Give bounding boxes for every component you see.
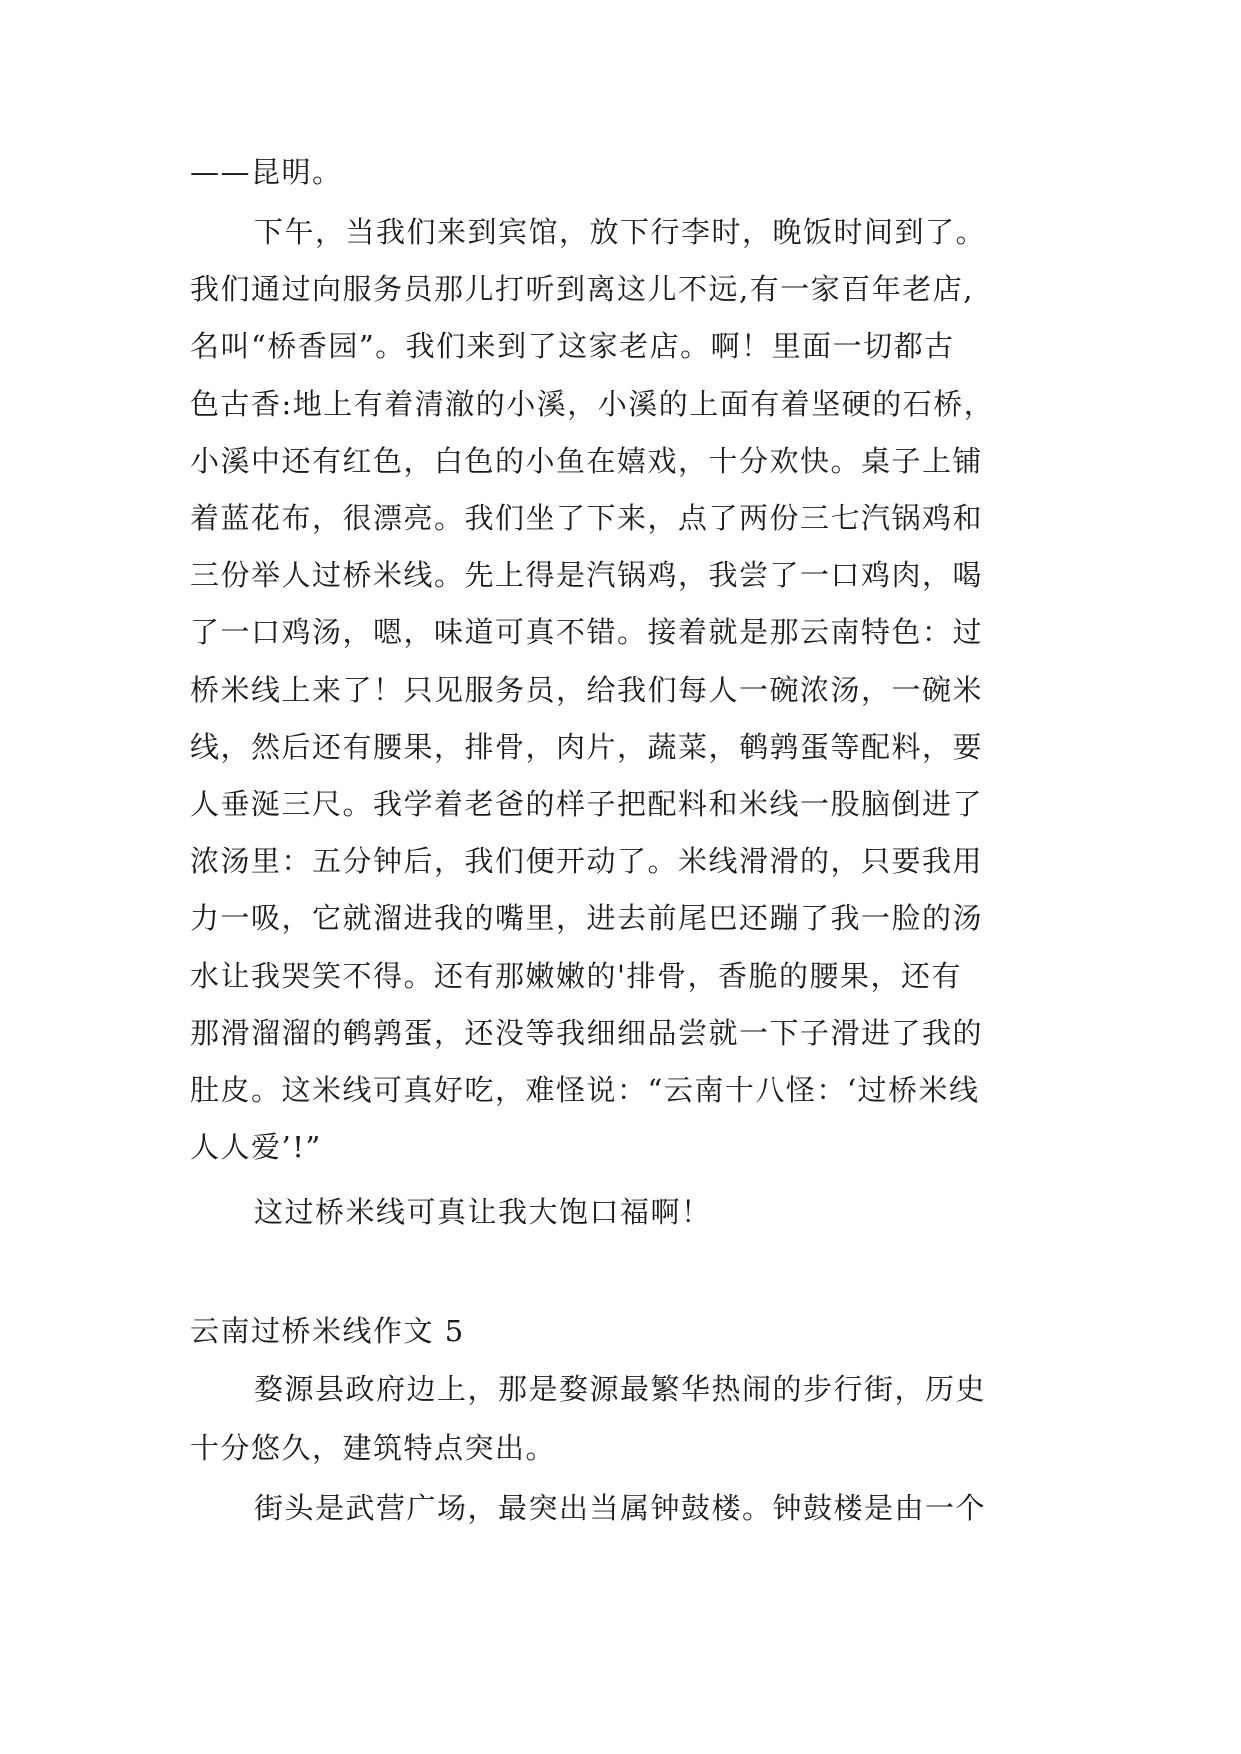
text-line: 肚皮。这米线可真好吃，难怪说：“云南十八怪：‘过桥米线	[190, 1073, 980, 1107]
paragraph-start: 这过桥米线可真让我大饱口福啊！	[254, 1195, 712, 1229]
text-line: 线，然后还有腰果，排骨，肉片，蔬菜，鹌鹑蛋等配料，要	[190, 730, 984, 764]
text-line: 名叫“桥香园”。我们来到了这家老店。啊！里面一切都古	[190, 329, 955, 363]
text-line: 浓汤里：五分钟后，我们便开动了。米线滑滑的，只要我用	[190, 844, 984, 878]
text-line: 水让我哭笑不得。还有那嫩嫩的'排骨，香脆的腰果，还有	[190, 959, 962, 993]
text-line: 三份举人过桥米线。先上得是汽锅鸡，我尝了一口鸡肉，喝	[190, 558, 984, 592]
text-line: 人人爱’!”	[190, 1130, 322, 1164]
text-line: 我们通过向服务员那儿打听到离这儿不远,有一家百年老店,	[190, 272, 974, 306]
paragraph-start: 街头是武营广场，最突出当属钟鼓楼。钟鼓楼是由一个	[254, 1491, 987, 1525]
text-line: 人垂涎三尺。我学着老爸的样子把配料和米线一股脑倒进了	[190, 787, 984, 821]
text-line: 力一吸，它就溜进我的嘴里，进去前尾巴还蹦了我一脸的汤	[190, 901, 984, 935]
paragraph-start: 婺源县政府边上，那是婺源最繁华热闹的步行街，历史	[254, 1372, 987, 1406]
text-line: 十分悠久，建筑特点突出。	[190, 1431, 557, 1465]
text-line: 了一口鸡汤，嗯，味道可真不错。接着就是那云南特色：过	[190, 615, 984, 649]
text-line: 桥米线上来了！只见服务员，给我们每人一碗浓汤，一碗米	[190, 673, 984, 707]
text-line: 色古香:地上有着清澈的小溪，小溪的上面有着坚硬的石桥，	[190, 387, 995, 421]
section-heading: 云南过桥米线作文 5	[190, 1314, 465, 1348]
text-line: 小溪中还有红色，白色的小鱼在嬉戏，十分欢快。桌子上铺	[190, 444, 984, 478]
text-line: 那滑溜溜的鹌鹑蛋，还没等我细细品尝就一下子滑进了我的	[190, 1016, 984, 1050]
text-line: ——昆明。	[190, 155, 343, 189]
text-line: 着蓝花布，很漂亮。我们坐了下来，点了两份三七汽锅鸡和	[190, 501, 984, 535]
paragraph-start: 下午，当我们来到宾馆，放下行李时，晚饭时间到了。	[254, 215, 987, 249]
